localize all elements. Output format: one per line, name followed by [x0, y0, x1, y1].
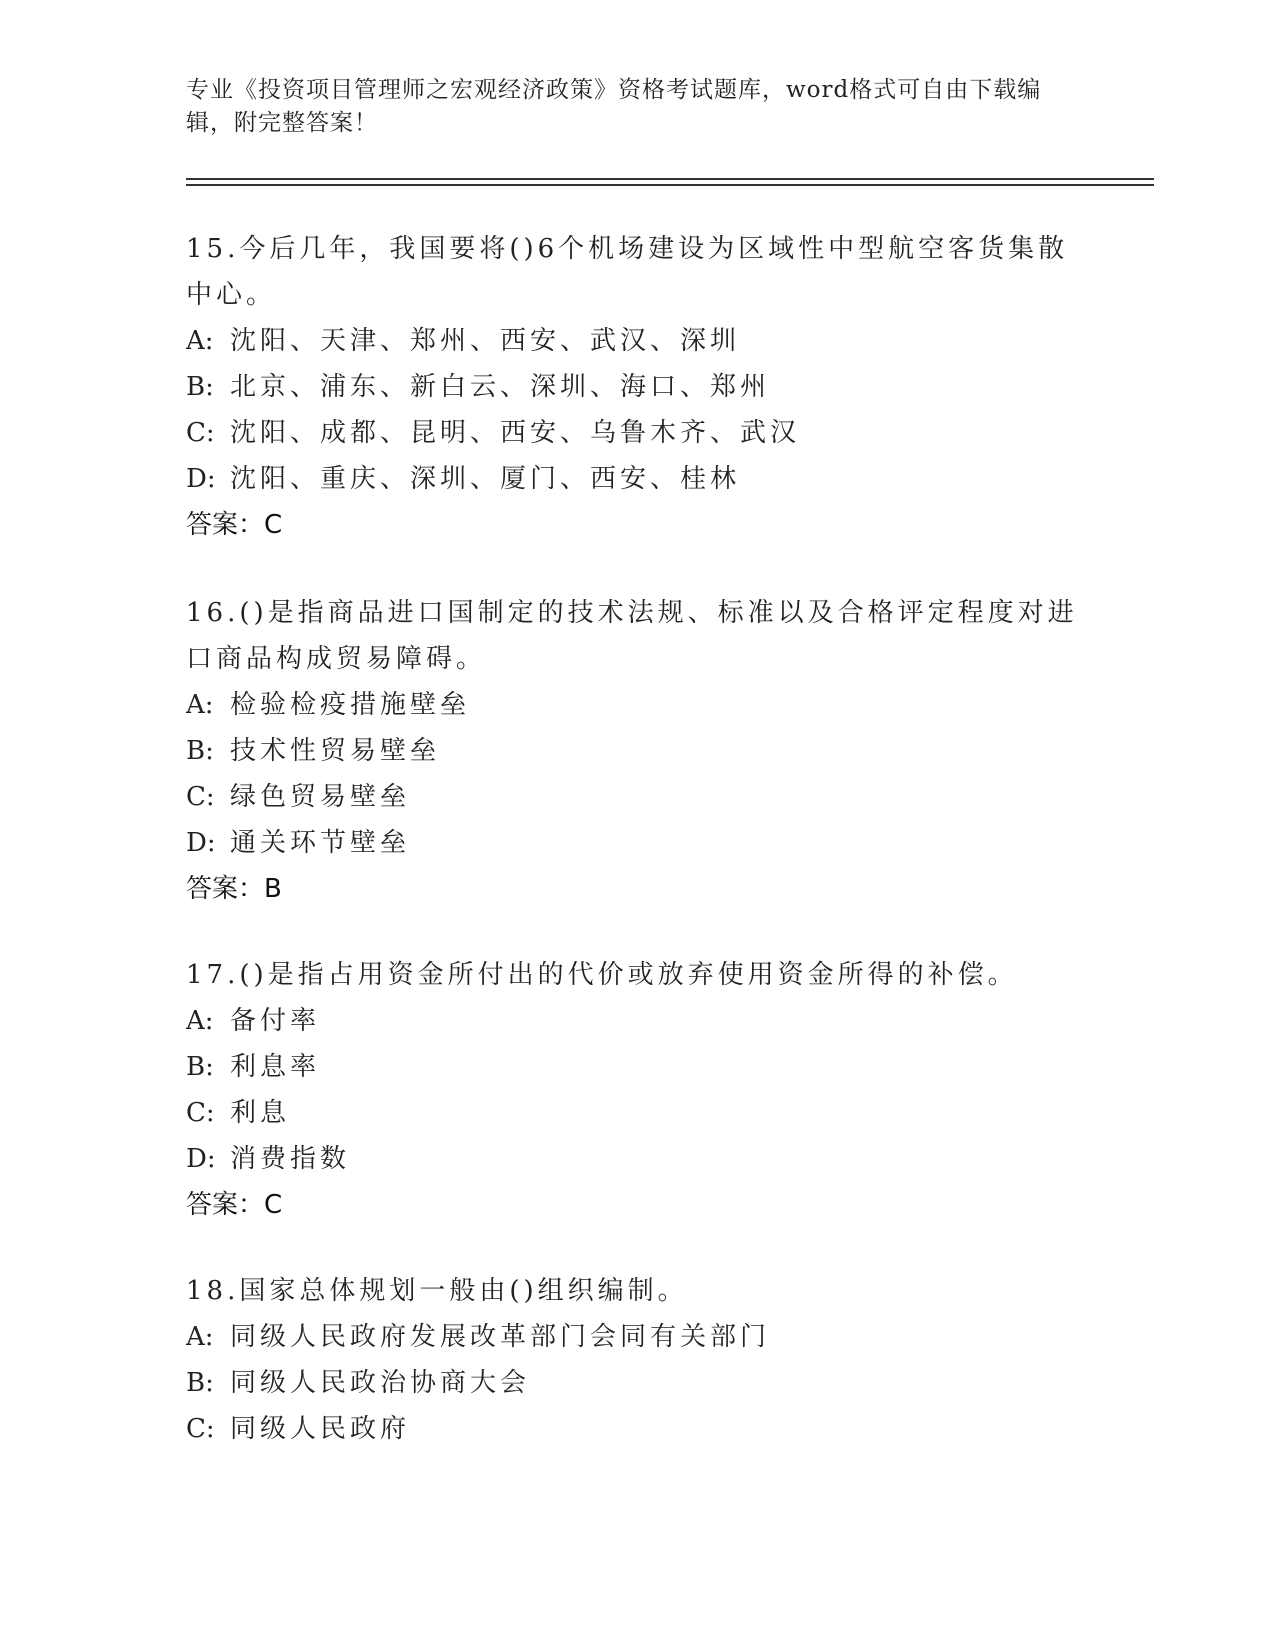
option-a [186, 318, 1086, 364]
option-key: D: [186, 464, 216, 494]
option-key: C: [186, 1098, 215, 1128]
option-key: B: [186, 1368, 214, 1398]
option-text: 备付率 [230, 1006, 321, 1036]
option-key: A: [186, 326, 214, 356]
option-key: D: [186, 828, 216, 858]
option-key: A: [186, 1322, 214, 1352]
option-text: 绿色贸易壁垒 [230, 782, 411, 812]
option-b [186, 728, 1086, 774]
option-key: B: [186, 736, 214, 766]
option-text: 北京、浦东、新白云、深圳、海口、郑州 [230, 372, 771, 402]
option-text: 消费指数 [230, 1144, 351, 1174]
option-key: C: [186, 418, 215, 448]
option-a [186, 682, 1086, 728]
option-key: B: [186, 1052, 214, 1082]
header-divider-bottom [186, 184, 1154, 186]
question-stem: 16.()是指商品进口国制定的技术法规、标准以及合格评定程度对进口商品构成贸易障碍。 [186, 598, 1078, 674]
option-c [186, 774, 1086, 820]
header-divider-top [186, 178, 1154, 180]
option-d [186, 1136, 1086, 1182]
option-d [186, 820, 1086, 866]
question-17 [186, 952, 1086, 1228]
option-b [186, 1044, 1086, 1090]
option-text: 技术性贸易壁垒 [230, 736, 441, 766]
option-text: 同级人民政府发展改革部门会同有关部门 [230, 1322, 771, 1352]
option-text: 沈阳、天津、郑州、西安、武汉、深圳 [230, 326, 741, 356]
question-stem: 18.国家总体规划一般由()组织编制。 [186, 1276, 688, 1306]
option-b [186, 364, 1086, 410]
question-stem: 15.今后几年，我国要将()6个机场建设为区域性中型航空客货集散中心。 [186, 234, 1069, 310]
option-c [186, 410, 1086, 456]
option-text: 检验检疫措施壁垒 [230, 690, 471, 720]
option-key: D: [186, 1144, 216, 1174]
option-text: 利息率 [230, 1052, 321, 1082]
option-c [186, 1406, 1086, 1452]
option-a [186, 1314, 1086, 1360]
option-text: 沈阳、成都、昆明、西安、乌鲁木齐、武汉 [230, 418, 801, 448]
option-a [186, 998, 1086, 1044]
option-key: C: [186, 1414, 215, 1444]
question-stem: 17.()是指占用资金所付出的代价或放弃使用资金所得的补偿。 [186, 960, 1018, 990]
answer-label: 答案：B [186, 874, 282, 904]
option-d [186, 456, 1086, 502]
document-header: 专业《投资项目管理师之宏观经济政策》资格考试题库，word格式可自由下载编辑，附完整答案！ [186, 77, 1042, 136]
option-text: 通关环节壁垒 [230, 828, 411, 858]
option-key: C: [186, 782, 215, 812]
question-16 [186, 590, 1086, 912]
option-text: 同级人民政治协商大会 [230, 1368, 531, 1398]
option-text: 沈阳、重庆、深圳、厦门、西安、桂林 [230, 464, 741, 494]
question-15 [186, 226, 1086, 548]
option-c [186, 1090, 1086, 1136]
option-b [186, 1360, 1086, 1406]
option-text: 利息 [230, 1098, 291, 1128]
option-text: 同级人民政府 [230, 1414, 411, 1444]
option-key: A: [186, 690, 214, 720]
answer-label: 答案：C [186, 1190, 283, 1220]
option-key: A: [186, 1006, 214, 1036]
answer-label: 答案：C [186, 510, 283, 540]
question-18 [186, 1268, 1086, 1452]
option-key: B: [186, 372, 214, 402]
